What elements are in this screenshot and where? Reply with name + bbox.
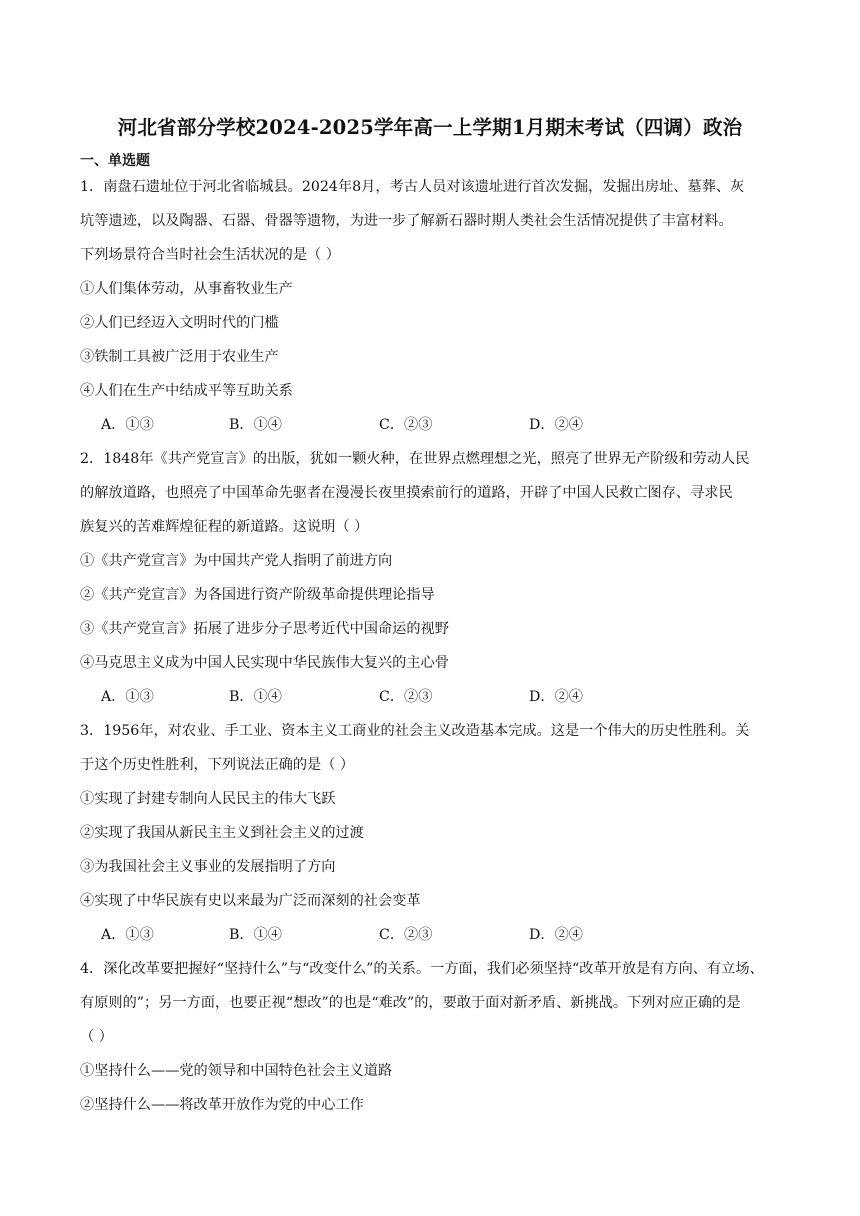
question-2-item-3: ③《共产党宣言》拓展了进步分子思考近代中国命运的视野 bbox=[80, 621, 449, 637]
question-4-item-2: ②坚持什么——将改革开放作为党的中心工作 bbox=[80, 1097, 364, 1113]
option-a: A．①③ bbox=[101, 417, 154, 433]
section-heading: 一、单选题 bbox=[80, 153, 150, 169]
question-1-item-3: ③铁制工具被广泛用于农业生产 bbox=[80, 349, 279, 365]
option-d: D．②④ bbox=[529, 927, 583, 943]
question-1-item-2: ②人们已经迈入文明时代的门槛 bbox=[80, 315, 279, 331]
question-1-item-1: ①人们集体劳动，从事畜牧业生产 bbox=[80, 281, 293, 297]
option-c: C．②③ bbox=[379, 417, 433, 433]
question-3-item-2: ②实现了我国从新民主主义到社会主义的过渡 bbox=[80, 825, 364, 841]
question-2-item-2: ②《共产党宣言》为各国进行资产阶级革命提供理论指导 bbox=[80, 587, 435, 603]
question-2-line-3: 族复兴的苦难辉煌征程的新道路。这说明（ ） bbox=[80, 519, 369, 535]
option-b: B．①④ bbox=[229, 417, 282, 433]
question-2-item-1: ①《共产党宣言》为中国共产党人指明了前进方向 bbox=[80, 553, 393, 569]
question-3-item-3: ③为我国社会主义事业的发展指明了方向 bbox=[80, 859, 336, 875]
question-3-line-2: 于这个历史性胜利，下列说法正确的是（ ） bbox=[80, 757, 355, 773]
question-4-line-3: （ ） bbox=[80, 1029, 113, 1045]
question-4-line-1: 4．深化改革要把握好“坚持什么”与“改变什么”的关系。一方面，我们必须坚持“改革开放是有方向、有立场、 bbox=[80, 961, 764, 977]
option-a: A．①③ bbox=[101, 689, 154, 705]
page-title: 河北省部分学校2024-2025学年高一上学期1月期末考试（四调）政治 bbox=[117, 116, 743, 139]
question-3-item-1: ①实现了封建专制向人民民主的伟大飞跃 bbox=[80, 791, 336, 807]
question-2-line-2: 的解放道路，也照亮了中国革命先驱者在漫漫长夜里摸索前行的道路，开辟了中国人民救亡图存、寻求民 bbox=[80, 485, 733, 501]
option-b: B．①④ bbox=[229, 927, 282, 943]
option-d: D．②④ bbox=[529, 417, 583, 433]
question-3-line-1: 3．1956年，对农业、手工业、资本主义工商业的社会主义改造基本完成。这是一个伟大的历史性胜利。关 bbox=[80, 723, 750, 739]
question-1-line-2: 坑等遗迹，以及陶器、石器、骨器等遗物，为进一步了解新石器时期人类社会生活情况提供了丰富材料。 bbox=[80, 213, 733, 229]
question-2-line-1: 2．1848年《共产党宣言》的出版，犹如一颗火种，在世界点燃理想之光，照亮了世界无产阶级和劳动人民 bbox=[80, 451, 750, 467]
option-d: D．②④ bbox=[529, 689, 583, 705]
question-4-line-2: 有原则的”；另一方面，也要正视“想改”的也是“难改”的，要敢于面对新矛盾、新挑战。下列对应正确的是 bbox=[80, 995, 741, 1011]
option-c: C．②③ bbox=[379, 689, 433, 705]
option-b: B．①④ bbox=[229, 689, 282, 705]
question-4-item-1: ①坚持什么——党的领导和中国特色社会主义道路 bbox=[80, 1063, 393, 1079]
option-a: A．①③ bbox=[101, 927, 154, 943]
question-2-item-4: ④马克思主义成为中国人民实现中华民族伟大复兴的主心骨 bbox=[80, 655, 449, 671]
option-c: C．②③ bbox=[379, 927, 433, 943]
question-1-item-4: ④人们在生产中结成平等互助关系 bbox=[80, 383, 293, 399]
question-1-line-1: 1．南盘石遗址位于河北省临城县。2024年8月，考古人员对该遗址进行首次发掘，发掘出房址、墓葬、灰 bbox=[80, 179, 745, 195]
question-1-line-3: 下列场景符合当时社会生活状况的是（ ） bbox=[80, 247, 340, 263]
question-3-item-4: ④实现了中华民族有史以来最为广泛而深刻的社会变革 bbox=[80, 893, 421, 909]
